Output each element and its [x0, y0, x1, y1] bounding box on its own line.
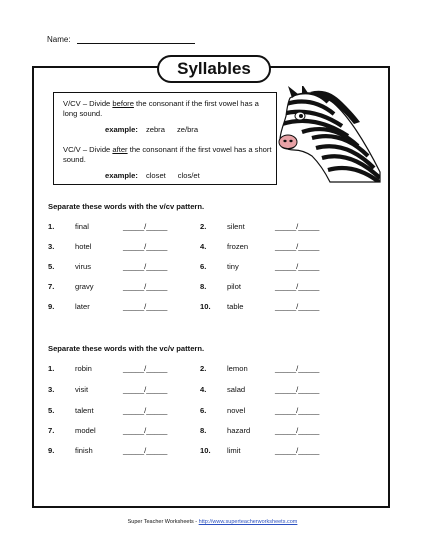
footer-site-name: Super Teacher Worksheets [127, 519, 194, 525]
item-number: 1. [48, 222, 55, 231]
item-number: 5. [48, 406, 55, 415]
item-number: 6. [200, 262, 207, 271]
item-number: 2. [200, 222, 207, 231]
item-word: hotel [75, 242, 92, 251]
rule-vccv-emphasis: after [112, 145, 128, 154]
answer-blank: _____/_____ [123, 242, 168, 251]
answer-blank: _____/_____ [275, 426, 320, 435]
rule-vcv-suffix: the consonant if the first vowel has a long sound. [63, 99, 259, 118]
item-word: lemon [227, 364, 248, 373]
rule-vcv [63, 99, 273, 119]
answer-blank: _____/_____ [123, 302, 168, 311]
answer-blank: _____/_____ [123, 426, 168, 435]
answer-blank: _____/_____ [123, 282, 168, 291]
name-field-row [47, 35, 195, 44]
item-word: limit [227, 446, 241, 455]
item-word: robin [75, 364, 92, 373]
item-word: final [75, 222, 89, 231]
item-number: 4. [200, 242, 207, 251]
item-word: later [75, 302, 90, 311]
item-number: 9. [48, 446, 55, 455]
item-word: silent [227, 222, 245, 231]
answer-blank: _____/_____ [275, 406, 320, 415]
rule-vccv [63, 145, 273, 165]
answer-blank: _____/_____ [275, 446, 320, 455]
item-word: talent [75, 406, 94, 415]
item-word: virus [75, 262, 92, 271]
answer-blank: _____/_____ [123, 222, 168, 231]
zebra-illustration-icon [272, 86, 384, 184]
answer-blank: _____/_____ [275, 282, 320, 291]
answer-blank: _____/_____ [123, 446, 168, 455]
example-vcv-label: example: [105, 125, 138, 134]
item-number: 8. [200, 282, 207, 291]
example-vccv [105, 171, 200, 181]
answer-blank: _____/_____ [275, 262, 320, 271]
item-number: 7. [48, 426, 55, 435]
rule-vcv-emphasis: before [112, 99, 134, 108]
item-number: 6. [200, 406, 207, 415]
item-word: salad [227, 385, 246, 394]
page-title: Syllables [157, 55, 271, 83]
example-vcv-split: ze/bra [176, 125, 199, 134]
item-word: pilot [227, 282, 241, 291]
item-number: 8. [200, 426, 207, 435]
example-vccv-split: clos/et [177, 171, 200, 180]
example-vccv-label: example: [105, 171, 138, 180]
item-number: 4. [200, 385, 207, 394]
rule-vcv-prefix: V/CV – Divide [63, 99, 113, 108]
item-number: 3. [48, 242, 55, 251]
item-word: finish [75, 446, 93, 455]
name-label: Name: [47, 35, 71, 44]
answer-blank: _____/_____ [123, 364, 168, 373]
answer-blank: _____/_____ [123, 385, 168, 394]
rule-vccv-prefix: VC/V – Divide [63, 145, 113, 154]
rule-vccv-suffix: the consonant if the first vowel has a short sound. [63, 145, 272, 164]
example-vcv [105, 125, 198, 135]
answer-blank: _____/_____ [275, 302, 320, 311]
item-word: hazard [227, 426, 251, 435]
item-number: 7. [48, 282, 55, 291]
item-word: frozen [227, 242, 249, 251]
item-word: model [75, 426, 96, 435]
item-number: 10. [200, 302, 211, 311]
answer-blank: _____/_____ [275, 364, 320, 373]
item-word: tiny [227, 262, 239, 271]
section2-heading: Separate these words with the vc/v pattern. [48, 344, 205, 353]
name-line [77, 35, 195, 44]
example-vcv-word: zebra [145, 125, 165, 134]
item-word: novel [227, 406, 246, 415]
section1-heading: Separate these words with the v/cv pattern. [48, 202, 205, 211]
item-number: 10. [200, 446, 211, 455]
rule-box [53, 92, 277, 185]
answer-blank: _____/_____ [275, 385, 320, 394]
answer-blank: _____/_____ [275, 222, 320, 231]
footer-separator: - [193, 519, 199, 525]
footer [0, 519, 425, 525]
item-number: 5. [48, 262, 55, 271]
footer-url-link[interactable]: http://www.superteacherworksheets.com [198, 519, 298, 525]
item-number: 1. [48, 364, 55, 373]
item-number: 9. [48, 302, 55, 311]
item-number: 2. [200, 364, 207, 373]
answer-blank: _____/_____ [275, 242, 320, 251]
item-word: gravy [75, 282, 94, 291]
answer-blank: _____/_____ [123, 406, 168, 415]
item-word: visit [75, 385, 89, 394]
item-number: 3. [48, 385, 55, 394]
item-word: table [227, 302, 244, 311]
answer-blank: _____/_____ [123, 262, 168, 271]
example-vccv-word: closet [145, 171, 166, 180]
